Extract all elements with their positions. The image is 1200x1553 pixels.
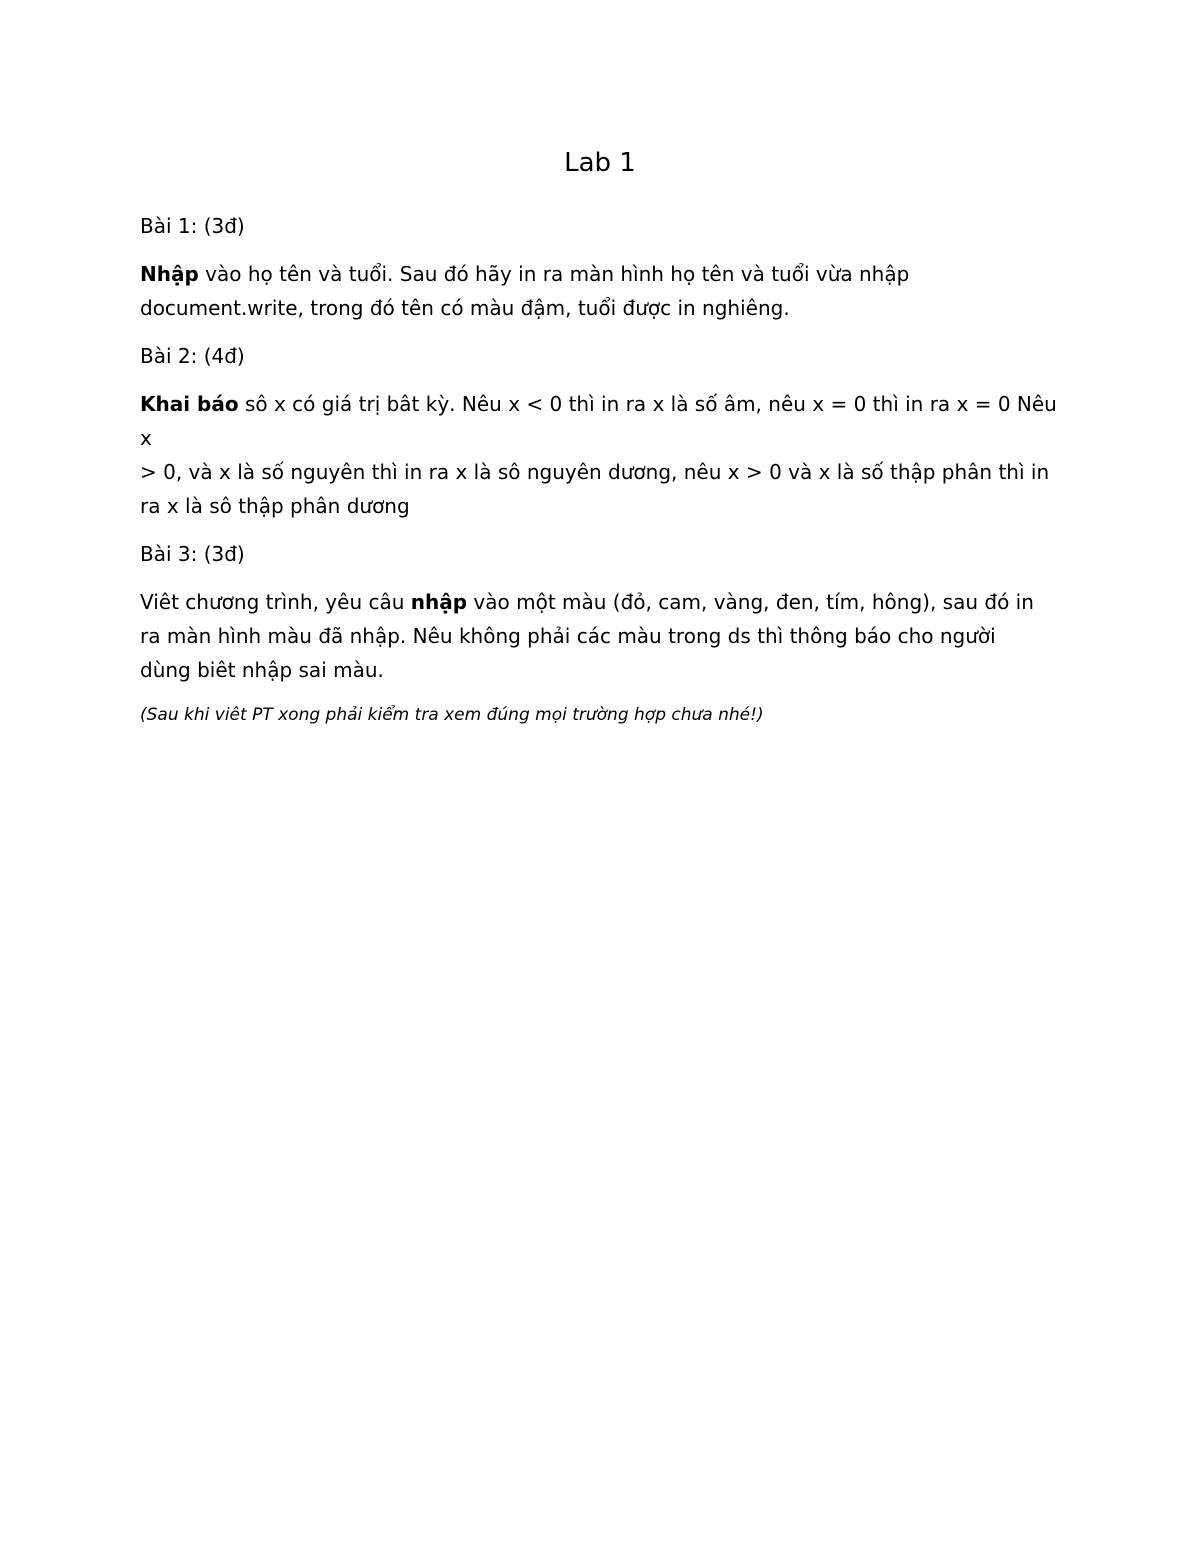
exercise-2-line-3: ra x là sô thập phân dương: [140, 494, 410, 518]
exercise-1-line-2: document.write, trong đó tên có màu đậm, tuổi được in nghiêng.: [140, 296, 790, 320]
document-title: Lab 1: [564, 148, 636, 178]
closing-note: (Sau khi viêt PT xong phải kiểm tra xem đúng mọi trường hợp chưa nhé!): [140, 705, 764, 725]
exercise-2-bold-lead: Khai báo: [140, 392, 239, 416]
exercise-3-line-2: ra màn hình màu đã nhập. Nêu không phải các màu trong ds thì thông báo cho người: [140, 624, 996, 648]
exercise-1-line-1: vào họ tên và tuổi. Sau đó hãy in ra màn hình họ tên và tuổi vừa nhập: [198, 262, 910, 286]
exercise-2-text: [140, 387, 1060, 523]
exercise-1-heading: Bài 1: (3đ): [140, 214, 245, 238]
exercise-3-heading: Bài 3: (3đ): [140, 542, 245, 566]
document-content: [140, 143, 1060, 729]
exercise-2-line-1: sô x có giá trị bât kỳ. Nêu x < 0 thì in ra x là số âm, nêu x = 0 thì in ra x = 0 Nêu x: [140, 392, 1057, 450]
exercise-1-bold-lead: Nhập: [140, 262, 199, 286]
exercise-3-bold-mid: nhập: [410, 590, 468, 614]
exercise-3-line-3: dùng biêt nhập sai màu.: [140, 658, 384, 682]
exercise-2-heading: Bài 2: (4đ): [140, 344, 245, 368]
exercise-3-text: [140, 585, 1060, 687]
exercise-1-text: [140, 257, 1060, 325]
exercise-3-line-1b: vào một màu (đỏ, cam, vàng, đen, tím, hông), sau đó in: [467, 590, 1034, 614]
exercise-2-line-2: > 0, và x là số nguyên thì in ra x là sô nguyên dương, nêu x > 0 và x là số thập phân thì in: [140, 460, 1050, 484]
exercise-3-line-1a: Viêt chương trình, yêu câu: [140, 590, 411, 614]
